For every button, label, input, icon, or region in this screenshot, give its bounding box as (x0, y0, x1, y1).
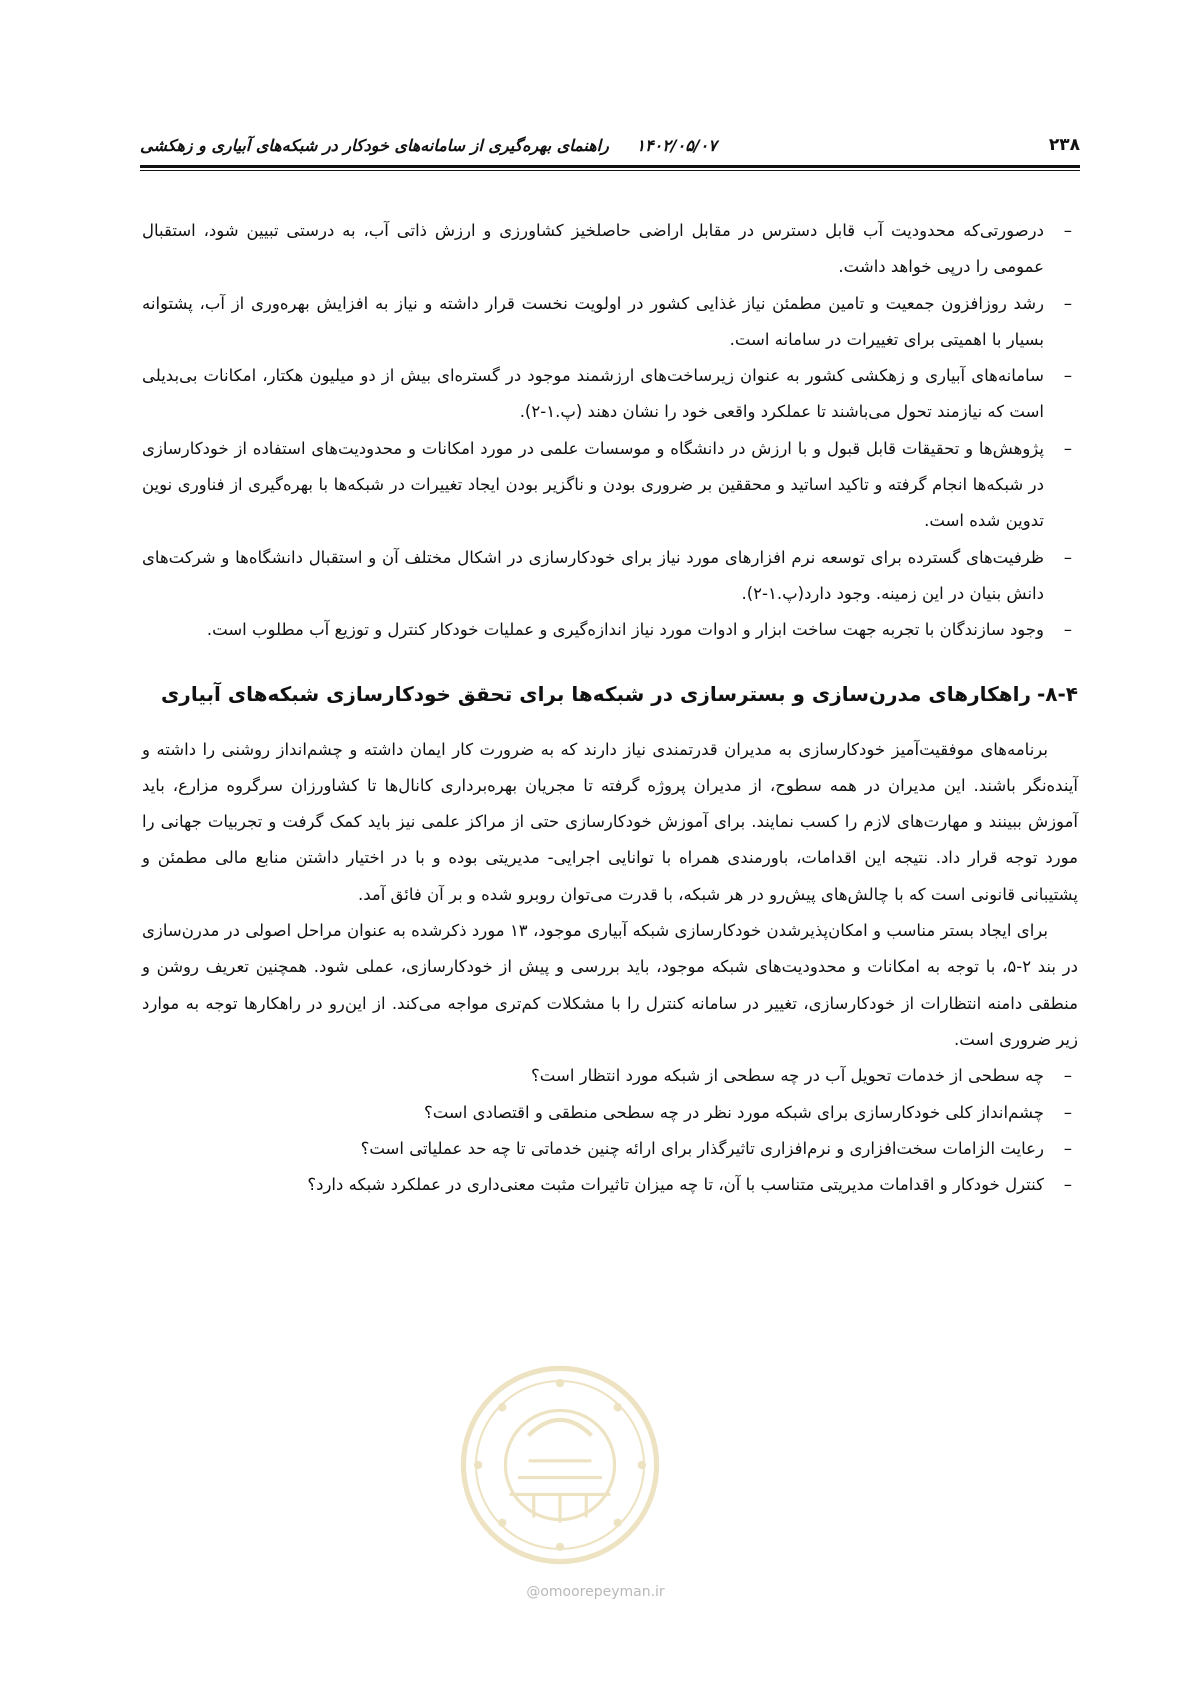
running-title (140, 136, 717, 155)
list-item: – رشد روزافزون جمعیت و تامین مطمئن نیاز غذایی کشور در اولویت نخست قرار داشته و نیاز به افزایش بهره‌وری از آب، پشتوانه بسیار با اهمیتی برای تغییرات در سامانه است. (142, 286, 1078, 359)
list-item: – کنترل خودکار و اقدامات مدیریتی متناسب با آن، تا چه میزان تاثیرات مثبت معنی‌داری در عملکرد شبکه دارد؟ (142, 1167, 1078, 1203)
paragraph: برنامه‌های موفقیت‌آمیز خودکارسازی به مدیران قدرتمندی نیاز دارند که به ضرورت کار ایمان داشته و چشم‌انداز روشنی را داشته و آینده‌نگر باشند. این مدیران در همه سطوح، از مدیران پروژه گرفته تا مجریان بهره‌برداری کانال‌ها تا کشاورزان سرگروه مزارع، باید آموزش ببینند و مهارت‌های لازم را کسب نمایند. برای آموزش خودکارسازی حتی از مراکز علمی نیز باید کمک گرفت و تجربیات جهانی را مورد توجه قرار داد. نتیجه این اقدامات، باورمندی همراه با توانایی اجرایی- مدیریتی بوده و با در اختیار داشتن منابع مالی مطمئن و پشتیبانی قانونی است که با چالش‌های پیش‌رو در هر شبکه، با قدرت می‌توان روبرو شده و بر آن فائق آمد. (142, 739, 1078, 904)
list-item: – ظرفیت‌های گسترده برای توسعه نرم افزارهای مورد نیاز برای خودکارسازی در اشکال مختلف آن و استقبال دانشگاه‌ها و شرکت‌های دانش بنیان در این زمینه. وجود دارد(پ.۱-۲). (142, 540, 1078, 613)
header-title: راهنمای بهره‌گیری از سامانه‌های خودکار در شبکه‌های آبیاری و زهکشی (140, 135, 609, 155)
watermark-text: @omoorepeyman.ir (526, 1584, 665, 1600)
header-rule-thick (140, 165, 1080, 168)
header-rule-thin (140, 170, 1080, 171)
section-title: راهکارهای مدرن‌سازی و بسترسازی در شبکه‌ها برای تحقق خودکارسازی شبکه‌های آبیاری (160, 681, 1031, 706)
paragraph: برای ایجاد بستر مناسب و امکان‌پذیرشدن خودکارسازی شبکه آبیاری موجود، ۱۳ مورد ذکرشده به عنوان مراحل اصولی در مدرن‌سازی در بند ۲-۵، با توجه به امکانات و محدودیت‌های شبکه موجود، باید بررسی و پیش از خودکارسازی، عملی شود. همچنین تعریف روشن و منطقی دامنه انتظارات از خودکارسازی، تغییر در سامانه کنترل را با مشکلات کم‌تری مواجه می‌کند. از این‌رو در راهکارها توجه به موارد زیر ضروری است. (142, 921, 1078, 1049)
bullet-list-top (142, 213, 1078, 649)
section-number: ۸-۴- (1036, 681, 1078, 706)
list-item: – سامانه‌های آبیاری و زهکشی کشور به عنوان زیرساخت‌های ارزشمند موجود در گستره‌ای بیش از دو میلیون هکتار، امکانات بی‌بدیلی است که نیازمند تحول می‌باشند تا عملکرد واقعی خود را نشان دهند (پ.۱-۲). (142, 358, 1078, 431)
list-item: – چه سطحی از خدمات تحویل آب در چه سطحی از شبکه مورد انتظار است؟ (142, 1058, 1078, 1094)
publisher-seal-icon (455, 1360, 665, 1570)
list-item: – پژوهش‌ها و تحقیقات قابل قبول و با ارزش در دانشگاه و موسسات علمی در مورد امکانات و محدودیت‌های استفاده از خودکارسازی در شبکه‌ها انجام گرفته و تاکید اساتید و محققین بر ضروری بودن و ناگزیر بودن ایجاد تغییرات در شبکه‌ها با بهره‌گیری از فناوری نوین تدوین شده است. (142, 431, 1078, 540)
header-date: ۱۴۰۲/۰۵/۰۷ (636, 135, 717, 155)
list-item: – وجود سازندگان با تجربه جهت ساخت ابزار و ادوات مورد نیاز اندازه‌گیری و عملیات خودکار کنترل و توزیع آب مطلوب است. (142, 612, 1078, 648)
list-item: – چشم‌انداز کلی خودکارسازی برای شبکه مورد نظر در چه سطحی منطقی و اقتصادی است؟ (142, 1095, 1078, 1131)
list-item: – رعایت الزامات سخت‌افزاری و نرم‌افزاری تاثیرگذار برای ارائه چنین خدماتی تا چه حد عملیاتی است؟ (142, 1131, 1078, 1167)
page-number: ۲۳۸ (1048, 135, 1080, 155)
section-heading (142, 676, 1078, 712)
list-item: – درصورتی‌که محدودیت آب قابل دسترس در مقابل اراضی حاصلخیز کشاورزی و ارزش ذاتی آب، به درستی تبیین شود، استقبال عمومی را درپی خواهد داشت. (142, 213, 1078, 286)
page-header (140, 130, 1080, 160)
bullet-list-bottom (142, 1058, 1078, 1203)
page-body (142, 213, 1078, 1203)
